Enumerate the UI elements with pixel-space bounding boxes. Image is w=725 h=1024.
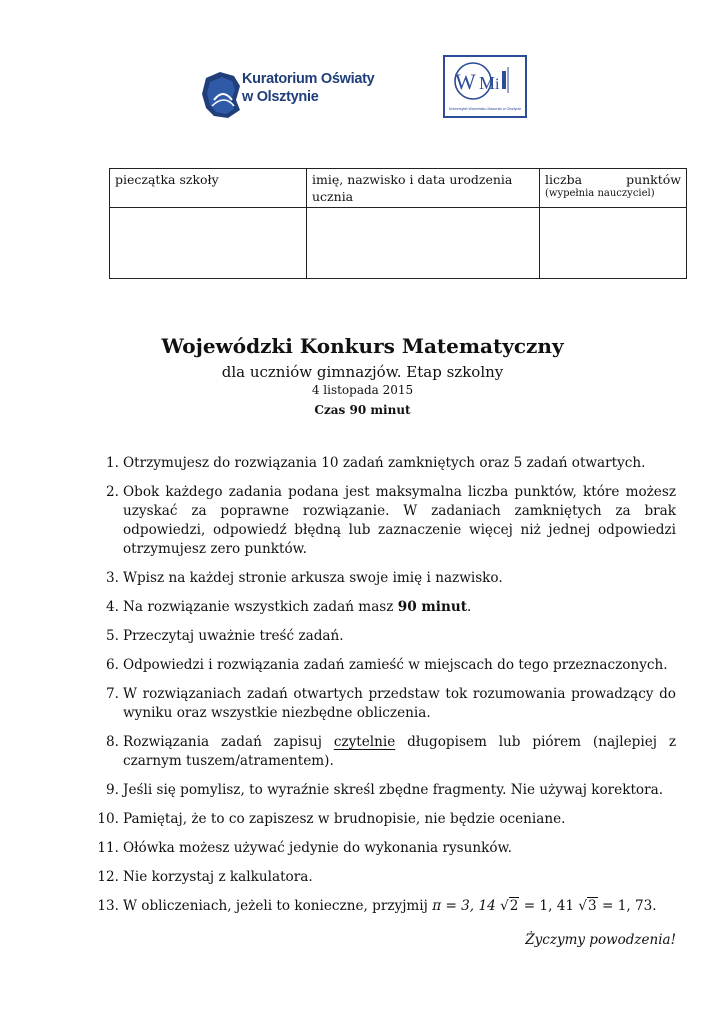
wmii-emblem bbox=[445, 57, 525, 107]
page-subtitle: dla uczniów gimnazjów. Etap szkolny bbox=[221, 363, 504, 381]
instruction-item: 8. Rozwiązania zadań zapisuj czytelnie długopisem lub piórem (najlepiej z czarnym tuszem/atramentem). bbox=[106, 734, 676, 769]
instruction-item: 5. Przeczytaj uważnie treść zadań. bbox=[106, 628, 344, 644]
duration-emphasis: 90 minut bbox=[397, 599, 468, 615]
points-header-word2: punktów bbox=[626, 172, 681, 187]
instruction-item: 2. Obok każdego zadania podana jest maksymalna liczba punktów, które możesz uzyskać za poprawne rozwiązanie. W zadaniach zamkniętych za brak odpowiedzi, odpowiedź błędną lub zaznaczenie więcej niż jednej odpowiedzi otrzymujesz zero punktów. bbox=[106, 484, 676, 557]
region-map-icon bbox=[200, 70, 244, 120]
svg-text:M: M bbox=[479, 73, 496, 93]
student-info-table bbox=[109, 168, 687, 279]
instruction-item: 10. Pamiętaj, że to co zapiszesz w brudnopisie, nie będzie oceniane. bbox=[97, 811, 566, 827]
wmii-caption: Uniwersytet Warmińsko-Mazurski w Olsztynie bbox=[448, 107, 522, 111]
points-header-note: (wypełnia nauczyciel) bbox=[545, 188, 655, 199]
instruction-item: 3. Wpisz na każdej stronie arkusza swoje imię i nazwisko. bbox=[106, 570, 503, 586]
school-stamp-cell[interactable] bbox=[110, 208, 307, 279]
instruction-item: 9. Jeśli się pomylisz, to wyraźnie skreśl zbędne fragmenty. Nie używaj korektora. bbox=[106, 782, 664, 798]
points-header bbox=[540, 169, 687, 208]
page-title: Wojewódzki Konkurs Matematyczny bbox=[161, 334, 564, 358]
legibly-emphasis: czytelnie bbox=[333, 734, 396, 750]
kuratorium-logo bbox=[200, 68, 375, 122]
instruction-item: 11. Ołówka możesz używać jedynie do wykonania rysunków. bbox=[97, 840, 512, 856]
instruction-item: 12. Nie korzystaj z kalkulatora. bbox=[97, 869, 313, 885]
student-name-header: imię, nazwisko i data urodzenia ucznia bbox=[307, 169, 540, 208]
instruction-item: 6. Odpowiedzi i rozwiązania zadań zamieść w miejscach do tego przeznaczonych. bbox=[106, 657, 668, 673]
instructions-list bbox=[92, 454, 676, 916]
sqrt3-radicand: 3 bbox=[588, 898, 597, 914]
instruction-item: 1. Otrzymujesz do rozwiązania 10 zadań zamkniętych oraz 5 zadań otwartych. bbox=[106, 455, 646, 471]
school-stamp-header: pieczątka szkoły bbox=[110, 169, 307, 208]
instruction-item: 13. W obliczeniach, jeżeli to konieczne, przyjmij π = 3, 14 √2 = 1, 41 √3 = 1, 73. bbox=[97, 898, 657, 914]
wmii-logo bbox=[443, 55, 527, 118]
instruction-item: 7. W rozwiązaniach zadań otwartych przedstaw tok rozumowania prowadzący do wyniku oraz wszystkie niezbędne obliczenia. bbox=[106, 686, 676, 721]
kuratorium-line2: w Olsztynie bbox=[242, 89, 319, 105]
points-cell[interactable] bbox=[540, 208, 687, 279]
exam-duration: Czas 90 minut bbox=[314, 403, 411, 417]
exam-date: 4 listopada 2015 bbox=[311, 383, 414, 397]
svg-text:W: W bbox=[455, 69, 476, 94]
instruction-item: 4. Na rozwiązanie wszystkich zadań masz 90 minut. bbox=[106, 599, 472, 615]
points-header-word1: liczba bbox=[545, 172, 583, 187]
student-name-cell[interactable] bbox=[307, 208, 540, 279]
svg-text:i: i bbox=[495, 76, 500, 93]
pi-value: π = 3, 14 bbox=[432, 898, 496, 914]
closing-wish: Życzymy powodzenia! bbox=[525, 932, 676, 948]
sqrt2-radicand: 2 bbox=[509, 898, 519, 914]
kuratorium-line1: Kuratorium Oświaty bbox=[242, 71, 375, 87]
